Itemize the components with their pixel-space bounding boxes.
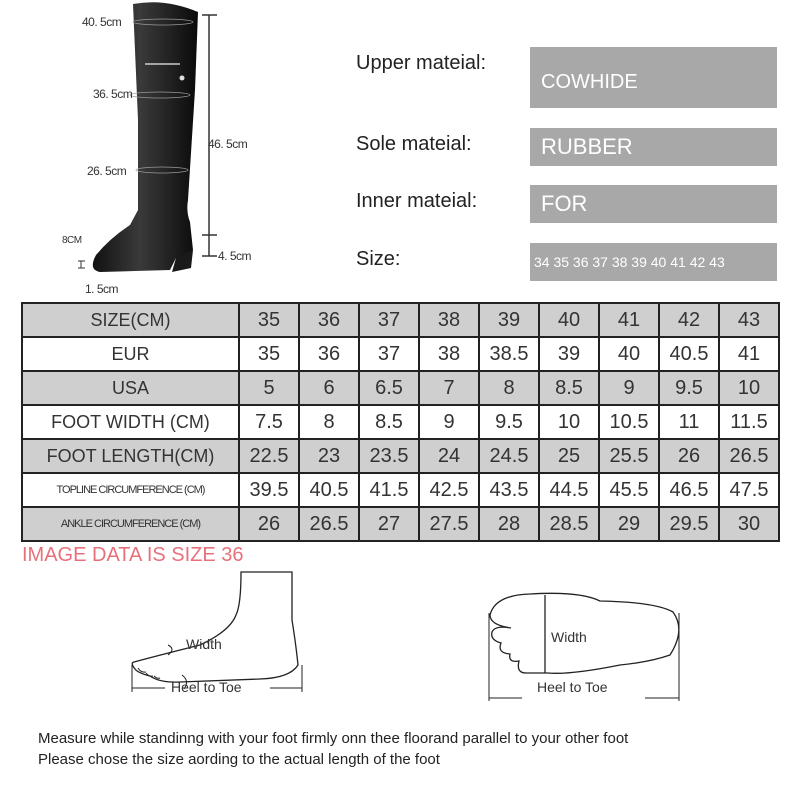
foot-side-length-label: Heel to Toe [171, 679, 242, 695]
inner-material-label: Inner mateial: [356, 190, 478, 212]
table-cell: 11.5 [719, 405, 779, 439]
row-label: ANKLE CIRCUMFERENCE (CM) [22, 507, 239, 541]
heel-height-label: 8CM [62, 235, 82, 246]
table-cell: 39.5 [239, 473, 299, 507]
table-cell: 9 [419, 405, 479, 439]
table-cell: 36 [299, 337, 359, 371]
table-row [22, 405, 779, 439]
upper-material-text: COWHIDE [541, 71, 638, 93]
table-cell: 39 [479, 303, 539, 337]
size-range-text: 34 35 36 37 38 39 40 41 42 43 [534, 254, 725, 270]
size-label: Size: [356, 248, 401, 270]
table-cell: 7 [419, 371, 479, 405]
table-cell: 26 [659, 439, 719, 473]
table-cell: 24.5 [479, 439, 539, 473]
table-cell: 10 [719, 371, 779, 405]
platform-height-label: 1. 5cm [85, 282, 119, 296]
calf-circumference-label: 26. 5cm [87, 164, 127, 178]
table-cell: 28.5 [539, 507, 599, 541]
table-cell: 27.5 [419, 507, 479, 541]
table-cell: 28 [479, 507, 539, 541]
table-cell: 23 [299, 439, 359, 473]
heel-top-label: 4. 5cm [218, 249, 252, 263]
table-cell: 6.5 [359, 371, 419, 405]
table-cell: 40.5 [659, 337, 719, 371]
table-cell: 38 [419, 303, 479, 337]
table-cell: 26.5 [299, 507, 359, 541]
table-cell: 23.5 [359, 439, 419, 473]
table-cell: 41 [719, 337, 779, 371]
table-cell: 30 [719, 507, 779, 541]
inner-material-value [530, 185, 777, 223]
table-cell: 6 [299, 371, 359, 405]
foot-side-width-label: Width [186, 636, 222, 652]
foot-side-diagram [120, 565, 320, 705]
table-cell: 25 [539, 439, 599, 473]
foot-top-diagram [480, 585, 680, 705]
table-cell: 8.5 [539, 371, 599, 405]
table-cell: 40 [599, 337, 659, 371]
row-label: USA [22, 371, 239, 405]
table-cell: 27 [359, 507, 419, 541]
table-cell: 41 [599, 303, 659, 337]
boot-diagram [40, 0, 340, 300]
table-cell: 45.5 [599, 473, 659, 507]
image-size-note: IMAGE DATA IS SIZE 36 [22, 544, 244, 566]
table-row [22, 303, 779, 337]
table-cell: 46.5 [659, 473, 719, 507]
size-chart-table [21, 302, 780, 542]
table-cell: 44.5 [539, 473, 599, 507]
table-cell: 24 [419, 439, 479, 473]
table-row [22, 371, 779, 405]
table-cell: 42.5 [419, 473, 479, 507]
table-row [22, 507, 779, 541]
instruction-line-1: Measure while standinng with your foot firmly onn thee floorand parallel to your other foot [38, 730, 629, 747]
table-cell: 47.5 [719, 473, 779, 507]
sole-material-value [530, 128, 777, 166]
size-range-value [530, 243, 777, 281]
foot-top-length-label: Heel to Toe [537, 679, 608, 695]
sole-material-text: RUBBER [541, 134, 633, 159]
table-cell: 29.5 [659, 507, 719, 541]
table-cell: 5 [239, 371, 299, 405]
table-cell: 40 [539, 303, 599, 337]
table-cell: 26 [239, 507, 299, 541]
boot-illustration-icon [40, 0, 340, 300]
table-cell: 7.5 [239, 405, 299, 439]
table-cell: 10.5 [599, 405, 659, 439]
top-circumference-label: 40. 5cm [82, 15, 122, 29]
table-cell: 9.5 [479, 405, 539, 439]
table-cell: 8.5 [359, 405, 419, 439]
table-cell: 36 [299, 303, 359, 337]
table-cell: 29 [599, 507, 659, 541]
upper-material-label: Upper mateial: [356, 52, 487, 74]
table-cell: 9 [599, 371, 659, 405]
table-row [22, 337, 779, 371]
upper-circumference-label: 36. 5cm [93, 87, 133, 101]
row-label: FOOT WIDTH (CM) [22, 405, 239, 439]
row-label: SIZE(CM) [22, 303, 239, 337]
table-cell: 10 [539, 405, 599, 439]
sole-material-label: Sole mateial: [356, 133, 472, 155]
row-label: EUR [22, 337, 239, 371]
table-cell: 26.5 [719, 439, 779, 473]
table-cell: 40.5 [299, 473, 359, 507]
table-row [22, 439, 779, 473]
table-cell: 37 [359, 303, 419, 337]
table-cell: 37 [359, 337, 419, 371]
table-cell: 11 [659, 405, 719, 439]
table-cell: 35 [239, 337, 299, 371]
table-cell: 43.5 [479, 473, 539, 507]
table-cell: 42 [659, 303, 719, 337]
table-row [22, 473, 779, 507]
upper-material-value [530, 47, 777, 108]
table-cell: 38 [419, 337, 479, 371]
table-cell: 8 [479, 371, 539, 405]
row-label: FOOT LENGTH(CM) [22, 439, 239, 473]
table-cell: 22.5 [239, 439, 299, 473]
table-cell: 41.5 [359, 473, 419, 507]
table-cell: 8 [299, 405, 359, 439]
inner-material-text: FOR [541, 191, 588, 216]
table-cell: 43 [719, 303, 779, 337]
table-cell: 38.5 [479, 337, 539, 371]
table-cell: 39 [539, 337, 599, 371]
table-cell: 35 [239, 303, 299, 337]
row-label: TOPLINE CIRCUMFERENCE (CM) [22, 473, 239, 507]
shaft-height-label: 46. 5cm [208, 137, 248, 151]
table-cell: 25.5 [599, 439, 659, 473]
foot-top-width-label: Width [551, 629, 587, 645]
instruction-line-2: Please chose the size aording to the actual length of the foot [38, 751, 440, 768]
table-cell: 9.5 [659, 371, 719, 405]
